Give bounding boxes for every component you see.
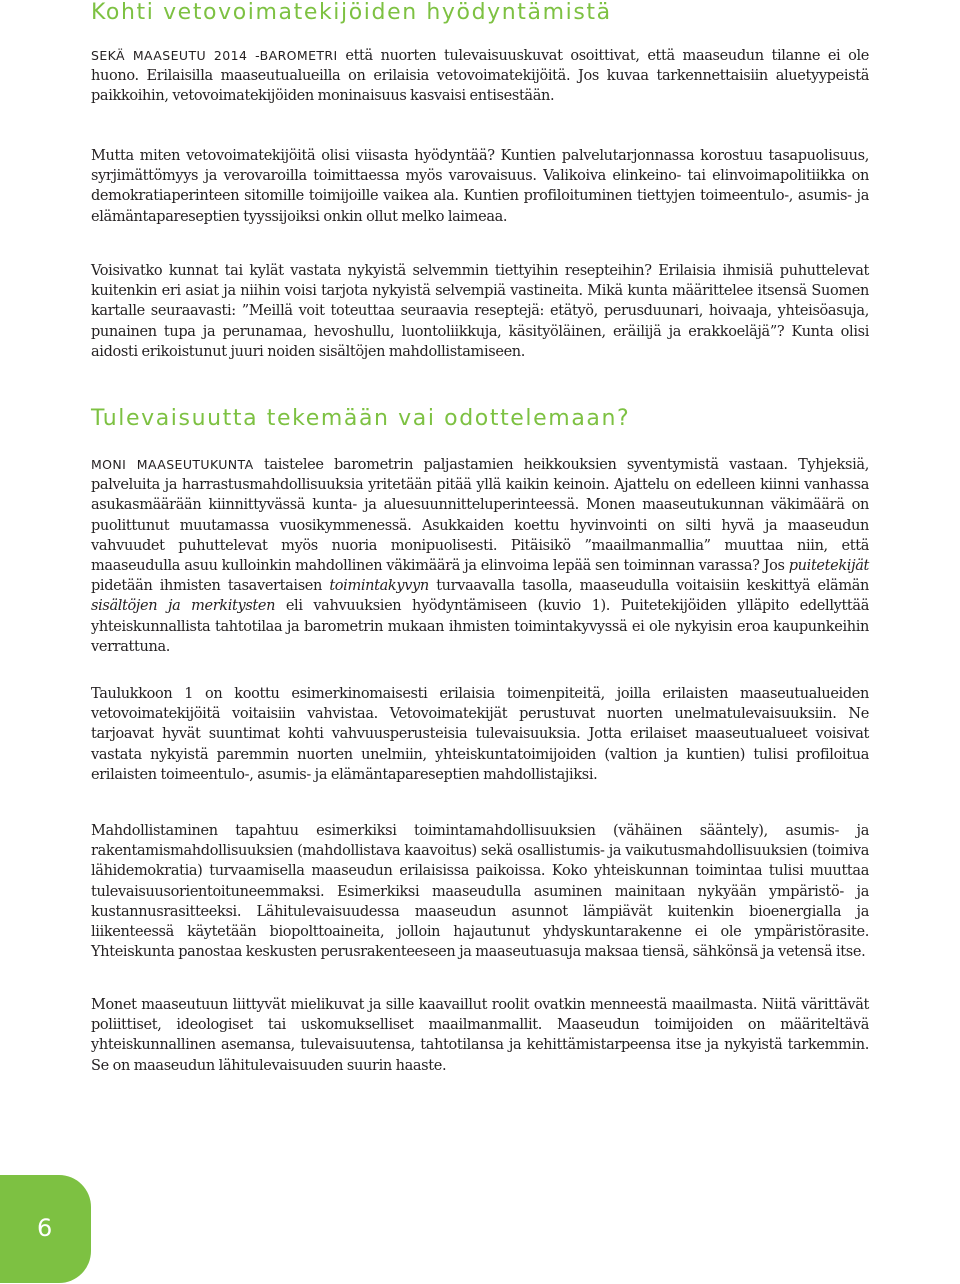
paragraph-taulukko: Taulukkoon 1 on koottu esimerkinomaisesti erilaisia toimenpiteitä, joilla erilaisten maaseutualueiden vetovoimatekijöitä voitaisiin vahvistaa. Vetovoimatekijät perustuvat nuorten unelmatulevaisuuksiin. Ne tarjoavat hyvät suuntimat kohti vahvuusperusteisia tulevaisuuksia. Jotta erilaiset maaseutualueet voisivat vastata nykyistä paremmin nuorten unelmiin, yhteiskuntatoimijoiden (valtion ja kuntien) tulisi profiloitua erilaisten toimeentulo-, asumis- ja elämäntapareseptien mahdollistajiksi. [91,686,869,783]
emphasis-text: puitetekijät [788,558,869,575]
paragraph-text: pidetään ihmisten tasavertaisen [91,578,330,595]
lead-in-caps: SEKÄ MAASEUTU 2014 -BAROMETRI [91,48,338,63]
paragraph-mahdollistaminen: Mahdollistaminen tapahtuu esimerkiksi toimintamahdollisuuksien (vähäinen sääntely), asumis- ja rakentamismahdollisuuksien (mahdollistava kaavoitus) sekä osallistumis- ja vaikutusmahdollisuuksien (toimiva lähidemokratia) turvaamisella maaseudun erilaisissa paikoissa. Koko yhteiskunnan toimintaa tulisi muuttaa tulevaisuusorientoituneemmaksi. Esimerkiksi maaseudulla asuminen mainitaan nykyään ympäristö- ja kustannusrasitteeksi. Lähitulevaisuudessa maaseudun asunnot lämpiävät kuitenkin bioenergialla ja liikenteessä käytetään biopolttoaineita, jolloin hajautunut yhdyskuntarakenne ei ole ympäristörasite. Yhteiskunta panostaa keskusten perusrakenteeseen ja maaseutuasuja maksaa tiensä, sähkönsä ja vetensä itse. [91,823,869,961]
paragraph-maaseutukunta [91,455,869,657]
paragraph-text: turvaavalla tasolla, maaseudulla voitaisiin keskittyä elämän [428,578,870,595]
paragraph-text: taistelee barometrin paljastamien heikkouksien syventymistä vastaan. Tyhjeksiä, palveluita ja harrastusmahdollisuuksia yritetään pitää yllä kaikin keinoin. Ajattelu on edelleen kiinni vanhassa asukasmäärään kiinnittyvässä kunta- ja aluesuunnitteluperinteessä. Monen maaseutukunnan väkimäärä on puolittunut muutamassa vuosikymmenessä. Asukkaiden koettu hyvinvointi on silti hyvä ja maaseudun vahvuudet puhuttelevat myös nuoria monipuolisesti. Pitäisikö ”maailmanmallia” muuttaa niin, että maaseudulla asuu kulloinkin mahdollinen väkimäärä ja elinvoima lepää sen toiminnan varassa? Jos [91,457,869,575]
paragraph-text: että nuorten tulevaisuuskuvat osoittivat, että maaseudun tilanne ei ole huono. Erilaisilla maaseutualueilla on erilaisia vetovoimatekijöitä. Jos kuvaa tarkennettaisiin aluetyypeistä paikkoihin, vetovoimatekijöiden moninaisuus kasvaisi entisestään. [91,48,870,105]
paragraph-hyodyntaminen: Mutta miten vetovoimatekijöitä olisi viisasta hyödyntää? Kuntien palvelutarjonnassa korostuu tasapuolisuus, syrjimättömyys ja verovaroilla toimittaessa myös varovaisuus. Valikoiva elinkeino- tai elinvoimapolitiikka on demokratiaperinteen sitomille toimijoille vaikea ala. Kuntien profiloituminen tiettyjen toimeentulo-, asumis- ja elämäntapareseptien tyyssijoiksi onkin ollut melko laimeaa. [91,148,869,225]
page-number-badge [0,1175,91,1283]
paragraph-intro [91,46,869,107]
section-heading-vetovoima: Kohti vetovoimatekijöiden hyödyntämistä [91,0,612,25]
paragraph-text: eli vahvuuksien hyödyntämiseen (kuvio 1). Puitetekijöiden ylläpito edellyttää yhteiskunnallista tahtotilaa ja barometrin mukaan ihmisten toimintakyvyssä ei ole nykyisin eroa kaupunkeihin verrattuna. [91,598,869,655]
emphasis-text: toimintakyvyn [329,578,429,595]
emphasis-text: sisältöjen ja merkitysten [91,598,276,615]
paragraph-mielikuvat: Monet maaseutuun liittyvät mielikuvat ja sille kaavaillut roolit ovatkin menneestä maailmasta. Niitä värittävät poliittiset, ideologiset tai uskomukselliset maailmanmallit. Maaseudun toimijoiden on määriteltävä yhteiskunnallinen asemansa, tulevaisuutensa, tahtotilansa ja kehittämistarpeensa itse ja nykyistä tarkemmin. Se on maaseudun lähitulevaisuuden suurin haaste. [91,997,869,1074]
page-number: 6 [37,1214,53,1242]
lead-in-caps: MONI MAASEUTUKUNTA [91,457,254,472]
paragraph-reseptit: Voisivatko kunnat tai kylät vastata nykyistä selvemmin tiettyihin resepteihin? Erilaisia ihmisiä puhuttelevat kuitenkin eri asiat ja niihin voisi tarjota nykyistä selvempiä vastineita. Mikä kunta määrittelee itsensä Suomen kartalle seuraavasti: ”Meillä voit toteuttaa seuraavia reseptejä: etätyö, perusduunari, hoivaaja, yhteisöasuja, punainen tupa ja perunamaa, hevoshullu, luontoliikkuja, käsityöläinen, eräilijä ja erakkoeläjä”? Kunta olisi aidosti erikoistunut juuri noiden sisältöjen mahdollistamiseen. [91,263,869,360]
section-heading-tulevaisuus: Tulevaisuutta tekemään vai odottelemaan? [91,406,631,431]
